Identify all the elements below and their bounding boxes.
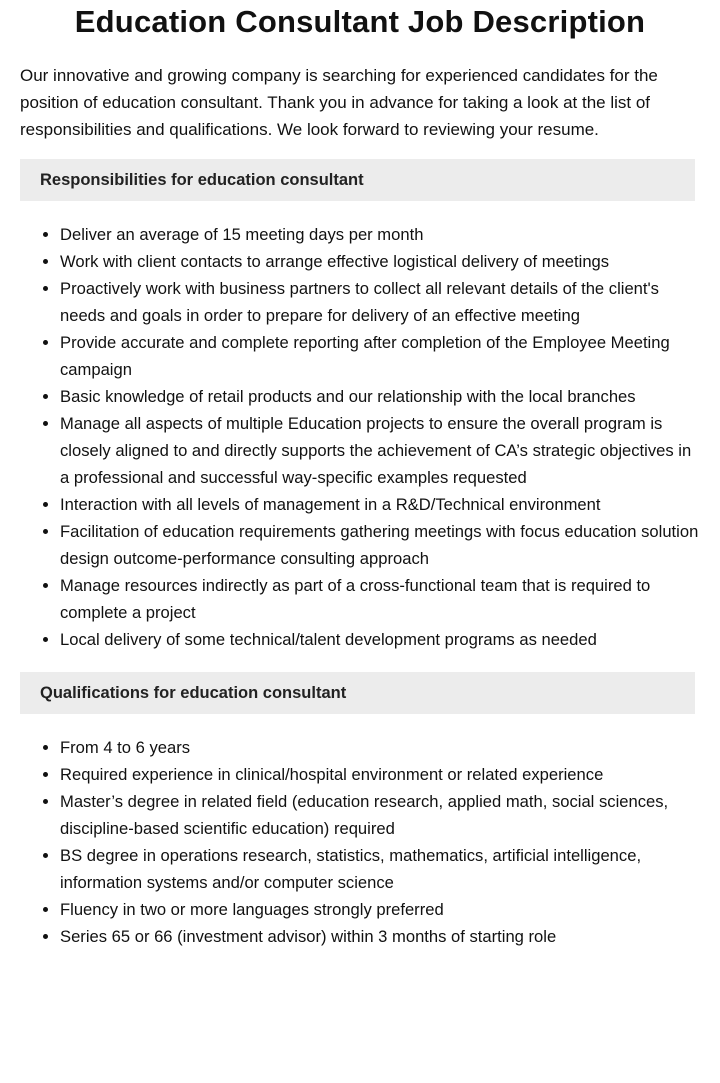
list-item: • Master’s degree in related field (education research, applied math, social sciences, discipline-based scientific education) required <box>60 788 700 842</box>
list-item: • Manage resources indirectly as part of a cross-functional team that is required to complete a project <box>60 572 700 626</box>
list-item: • Deliver an average of 15 meeting days per month <box>60 221 700 248</box>
list-item: • Series 65 or 66 (investment advisor) within 3 months of starting role <box>60 923 700 950</box>
intro-paragraph: Our innovative and growing company is searching for experienced candidates for the position of education consultant. Thank you in advance for taking a look at the list of responsibilities and qualifications. We look forward to reviewing your resume. <box>20 66 658 139</box>
qualifications-heading: Qualifications for education consultant <box>20 672 695 714</box>
list-item: • BS degree in operations research, statistics, mathematics, artificial intelligence, information systems and/or computer science <box>60 842 700 896</box>
responsibilities-list <box>20 221 700 653</box>
list-item: • Manage all aspects of multiple Education projects to ensure the overall program is closely aligned to and directly supports the achievement of CA’s strategic objectives in a professional and successful way-specific examples requested <box>60 410 700 491</box>
list-item: • Basic knowledge of retail products and our relationship with the local branches <box>60 383 700 410</box>
list-item: • Provide accurate and complete reporting after completion of the Employee Meeting campaign <box>60 329 700 383</box>
list-item: • Proactively work with business partners to collect all relevant details of the client's needs and goals in order to prepare for delivery of an effective meeting <box>60 275 700 329</box>
page-title: Education Consultant Job Description <box>74 4 646 39</box>
responsibilities-heading: Responsibilities for education consultant <box>20 159 695 201</box>
list-item: • Fluency in two or more languages strongly preferred <box>60 896 700 923</box>
list-item: • Facilitation of education requirements gathering meetings with focus education solution design outcome-performance consulting approach <box>60 518 700 572</box>
list-item: • Required experience in clinical/hospital environment or related experience <box>60 761 700 788</box>
list-item: • From 4 to 6 years <box>60 734 700 761</box>
qualifications-list <box>20 734 700 950</box>
list-item: • Local delivery of some technical/talent development programs as needed <box>60 626 700 653</box>
list-item: • Work with client contacts to arrange effective logistical delivery of meetings <box>60 248 700 275</box>
list-item: • Interaction with all levels of management in a R&D/Technical environment <box>60 491 700 518</box>
